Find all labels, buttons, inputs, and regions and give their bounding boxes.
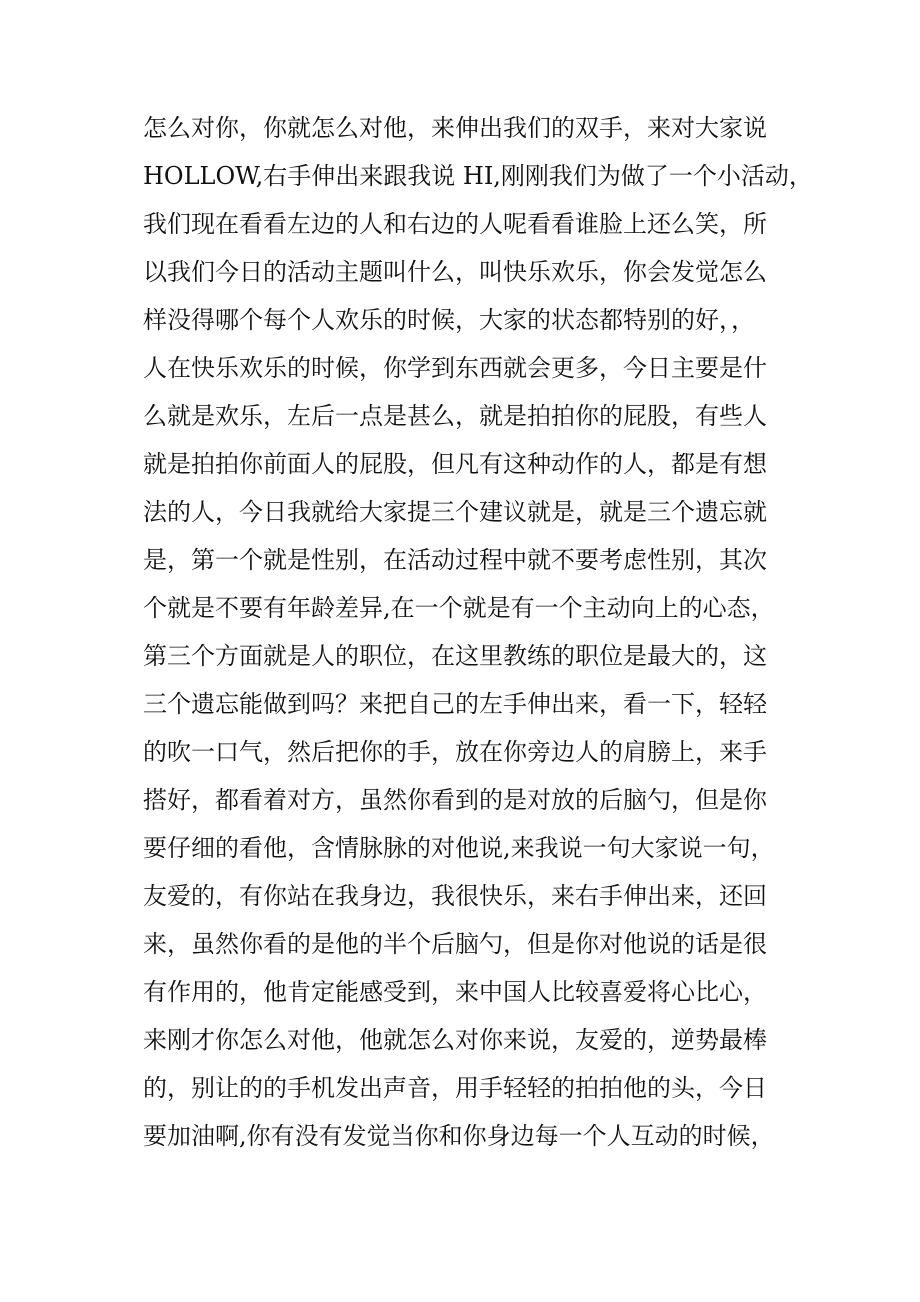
text-line: 的，别让的的手机发出声音，用手轻轻的拍拍他的头，今日 xyxy=(143,1074,767,1102)
body-text xyxy=(143,104,813,1160)
text-line: 三个遗忘能做到吗？来把自己的左手伸出来，看一下，轻轻 xyxy=(143,690,767,718)
text-line: 是，第一个就是性别，在活动过程中就不要考虑性别，其次 xyxy=(143,546,767,574)
text-line: 有作用的，他肯定能感受到，来中国人比较喜爱将心比心， xyxy=(143,978,767,1006)
text-line: 来刚才你怎么对他，他就怎么对你来说，友爱的，逆势最棒 xyxy=(143,1026,767,1054)
text-line: 要加油啊,你有没有发觉当你和你身边每一个人互动的时候， xyxy=(143,1122,775,1150)
text-line: 样没得哪个每个人欢乐的时候，大家的状态都特别的好，， xyxy=(143,306,755,334)
text-line: 人在快乐欢乐的时候，你学到东西就会更多，今日主要是什 xyxy=(143,354,767,382)
text-line: 么就是欢乐，左后一点是甚么，就是拍拍你的屁股，有些人 xyxy=(143,402,767,430)
text-line: 就是拍拍你前面人的屁股，但凡有这种动作的人，都是有想 xyxy=(143,450,767,478)
text-line: 要仔细的看他，含情脉脉的对他说,来我说一句大家说一句， xyxy=(143,834,775,862)
text-line: HOLLOW,右手伸出来跟我说 HI,刚刚我们为做了一个小活动， xyxy=(143,162,813,190)
text-line: 来，虽然你看的是他的半个后脑勺，但是你对他说的话是很 xyxy=(143,930,767,958)
text-line: 法的人，今日我就给大家提三个建议就是，就是三个遗忘就 xyxy=(143,498,767,526)
text-line: 个就是不要有年龄差异,在一个就是有一个主动向上的心态， xyxy=(143,594,775,622)
text-line: 第三个方面就是人的职位，在这里教练的职位是最大的，这 xyxy=(143,642,767,670)
text-line: 的吹一口气，然后把你的手，放在你旁边人的肩膀上，来手 xyxy=(143,738,767,766)
text-line: 搭好，都看着对方，虽然你看到的是对放的后脑勺，但是你 xyxy=(143,786,767,814)
text-line: 我们现在看看左边的人和右边的人呢看看谁脸上还么笑，所 xyxy=(143,210,767,238)
text-line: 友爱的，有你站在我身边，我很快乐，来右手伸出来，还回 xyxy=(143,882,767,910)
text-line: 怎么对你，你就怎么对他，来伸出我们的双手，来对大家说 xyxy=(143,114,767,142)
text-line: 以我们今日的活动主题叫什么，叫快乐欢乐，你会发觉怎么 xyxy=(143,258,767,286)
